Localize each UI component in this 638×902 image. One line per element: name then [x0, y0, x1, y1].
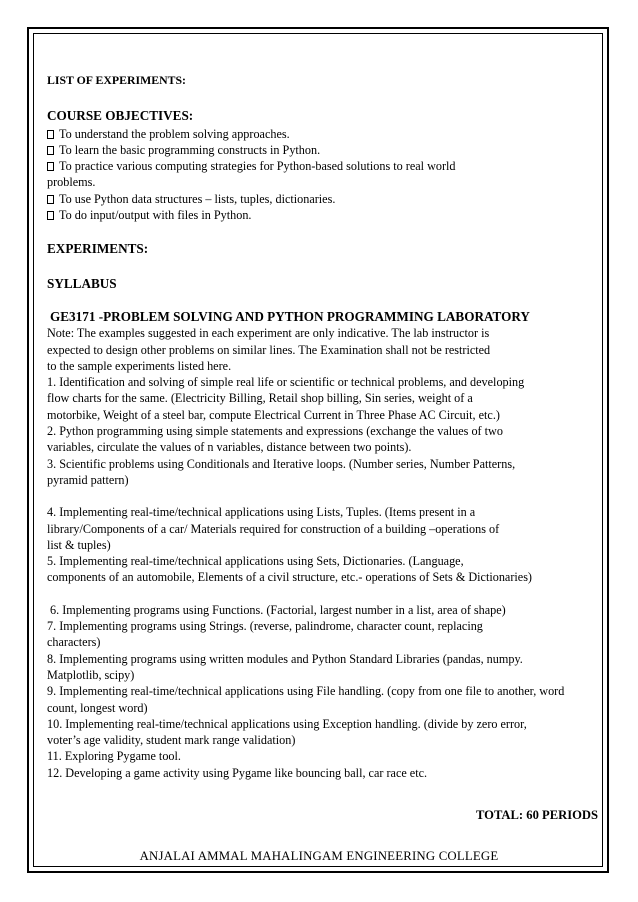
text-line: 11. Exploring Pygame tool. — [47, 749, 181, 764]
experiment-list-part-3 — [47, 602, 607, 781]
experiment-list-part-2 — [47, 504, 607, 585]
text-line: 12. Developing a game activity using Pygame like bouncing ball, car race etc. — [47, 765, 428, 780]
text-line: pyramid pattern) — [47, 472, 129, 487]
objectives-list — [47, 126, 607, 224]
objective-item-continued: problems. — [47, 175, 96, 190]
text-line: 8. Implementing programs using written modules and Python Standard Libraries (pandas, numpy. — [47, 651, 523, 666]
bullet-box-icon — [47, 162, 54, 171]
text-line: 5. Implementing real-time/technical applications using Sets, Dictionaries. (Language, — [47, 554, 464, 569]
objective-item: To learn the basic programming constructs in Python. — [47, 142, 607, 158]
text-line: to the sample experiments listed here. — [47, 358, 232, 373]
text-line: Note: The examples suggested in each experiment are only indicative. The lab instructor is — [47, 326, 490, 341]
bullet-box-icon — [47, 130, 54, 139]
text-line: components of an automobile, Elements of a civil structure, etc.- operations of Sets & Dictionaries) — [47, 570, 532, 585]
course-title: GE3171 -PROBLEM SOLVING AND PYTHON PROGRAMMING LABORATORY — [50, 308, 530, 324]
list-heading: LIST OF EXPERIMENTS: — [47, 73, 186, 87]
text-line: 4. Implementing real-time/technical applications using Lists, Tuples. (Items present in a — [47, 505, 476, 520]
text-line: list & tuples) — [47, 537, 111, 552]
text-line: 7. Implementing programs using Strings. (reverse, palindrome, character count, replacing — [47, 619, 483, 634]
text-line: characters) — [47, 635, 101, 650]
text-line: 2. Python programming using simple statements and expressions (exchange the values of two — [47, 424, 503, 439]
text-line: voter’s age validity, student mark range validation) — [47, 733, 296, 748]
document-body — [47, 72, 607, 781]
syllabus-heading: SYLLABUS — [47, 275, 117, 291]
text-line: 6. Implementing programs using Functions. (Factorial, largest number in a list, area of shape) — [47, 602, 506, 617]
text-line: 3. Scientific problems using Conditionals and Iterative loops. (Number series, Number Patterns, — [47, 456, 516, 471]
objective-item: To do input/output with files in Python. — [47, 207, 607, 223]
text-line: 9. Implementing real-time/technical applications using File handling. (copy from one file to another, word — [47, 684, 565, 699]
text-line: 10. Implementing real-time/technical applications using Exception handling. (divide by zero error, — [47, 716, 527, 731]
total-periods: TOTAL: 60 PERIODS — [476, 808, 598, 822]
text-line: flow charts for the same. (Electricity Billing, Retail shop billing, Sin series, weight of a — [47, 391, 473, 406]
objectives-heading: COURSE OBJECTIVES: — [47, 108, 194, 124]
bullet-box-icon — [47, 146, 54, 155]
college-footer: ANJALAI AMMAL MAHALINGAM ENGINEERING COLLEGE — [139, 849, 499, 863]
text-line: Matplotlib, scipy) — [47, 667, 135, 682]
objective-item: To understand the problem solving approaches. — [47, 126, 607, 142]
text-line: variables, circulate the values of n variables, distance between two points). — [47, 440, 412, 455]
text-line: motorbike, Weight of a steel bar, compute Electrical Current in Three Phase AC Circuit, etc.) — [47, 407, 500, 422]
bullet-box-icon — [47, 195, 54, 204]
note-paragraph — [47, 325, 607, 374]
text-line: library/Components of a car/ Materials required for construction of a building –operations of — [47, 521, 500, 536]
experiment-list-part-1 — [47, 374, 607, 488]
text-line: count, longest word) — [47, 700, 148, 715]
text-line: expected to design other problems on similar lines. The Examination shall not be restricted — [47, 342, 491, 357]
experiments-heading: EXPERIMENTS: — [47, 241, 149, 257]
text-line: 1. Identification and solving of simple real life or scientific or technical problems, and developing — [47, 375, 525, 390]
bullet-box-icon — [47, 211, 54, 220]
objective-item: To use Python data structures – lists, tuples, dictionaries. — [47, 191, 607, 207]
objective-item: To practice various computing strategies for Python-based solutions to real world — [47, 158, 607, 174]
